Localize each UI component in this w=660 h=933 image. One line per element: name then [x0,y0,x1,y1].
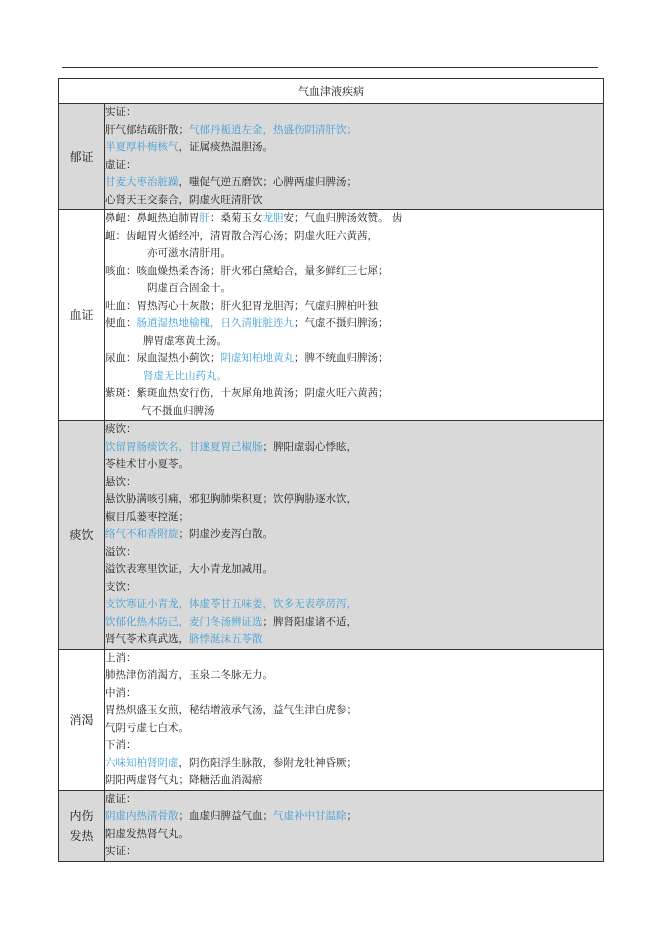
text-line: 衄：齿衄胃火循经冲，清胃散合泻心汤；阴虚火旺六黄茜， [105,229,378,242]
table-row [59,104,604,210]
text-line: 气阴亏虚七白术。 [105,721,189,734]
table-row [59,210,604,421]
category-content [105,649,604,790]
category-label: 内伤 发热 [59,790,105,861]
text-line: 肺热津伤消渴方，玉泉二冬脉无力。 [105,669,273,681]
text-line: 支饮： [105,580,137,593]
category-content [105,421,604,650]
text-line: 半夏厚朴梅核气，证属痰热温胆汤。 [105,141,273,153]
text-line: 下消： [105,739,137,751]
text-line: 阴阳两虚肾气丸；降糖活血消渴瘀 [105,774,263,786]
category-content [105,790,604,861]
text-line: 胃热炽盛玉女煎，秘结增液承气汤，益气生津白虎参； [105,704,357,716]
text-line: 阳虚发热肾气丸。 [105,827,189,840]
text-line: 咳血：咳血燥热柔杏汤；肝火邪白黛蛤合，量多鲜红三七犀； [105,264,389,277]
text-line: 吐血：胃热泻心十灰散；肝火犯胃龙胆泻；气虚归脾柏叶独 [105,299,378,312]
header-rule [62,67,598,68]
text-line: 尿血：尿血湿热小蓟饮；阴虚知柏地黄丸；脾不统血归脾汤； [105,352,389,364]
text-line: 络气不和香附旋；阴虚沙麦泻白散。 [105,528,273,540]
category-content [105,210,604,421]
text-line: 虚证： [105,158,137,171]
table-row [59,421,604,650]
text-line: 心肾天王交泰合，阴虚火旺清肝饮 [105,193,263,206]
text-line: 肾虚无比山药丸。 [143,369,227,382]
text-line: 甘麦大枣治脏躁，嗤促气逆五磨饮；心脾两虚归脾汤； [105,176,357,188]
text-line: 椒目瓜蒌枣控涎； [105,510,189,523]
category-label: 消渴 [59,649,105,790]
category-label: 痰饮 [59,421,105,650]
text-line: 中消： [105,686,137,699]
text-line: 气不摄血归脾汤 [141,404,215,417]
category-content [105,104,604,210]
text-line: 阴虚百合固金十。 [147,282,231,294]
text-line: 实证： [105,845,137,857]
text-line: 肾气苓术真武选，脐悸涎沫五苓散 [105,633,263,645]
text-line: 溢饮表寒里饮证，大小青龙加减用。 [105,563,273,575]
text-line: 上消： [105,651,137,664]
text-line: 悬饮： [105,475,137,488]
text-line: 脾胃虚寒黄土汤。 [143,334,227,347]
content-table [58,78,604,862]
text-line: 便血：肠道湿热地榆槐，日久清脏脏连九；气虚不摄归脾汤； [105,317,389,329]
text-line: 支饮寒证小青龙，体虚苓甘五味姜，饮多无表葶苈泻， [105,598,357,610]
text-line: 亦可滋水清肝用。 [147,247,231,259]
text-line: 实证： [105,106,137,118]
text-line: 紫斑：紫斑血热安行伤，十灰犀角地黄汤；阴虚火旺六黄茜； [105,387,389,399]
text-line: 虚证： [105,792,137,805]
text-line: 苓桂术甘小夏苓。 [105,458,189,470]
text-line: 饮留胃肠痰饮名，甘遂夏胃己椒肠；脾阳虚弱心悸眩， [105,440,357,453]
table-title: 气血津液疾病 [59,79,604,104]
text-line: 悬饮胁满咳引痛，邪犯胸肺柴积夏；饮停胸胁逐水饮， [105,493,357,505]
table-row [59,649,604,790]
category-label: 郁证 [59,104,105,210]
text-line: 饮郁化热木防己，麦门冬汤辨证选；脾肾阳虚诸不适， [105,615,357,628]
text-line: 溢饮： [105,545,137,558]
text-line: 痰饮： [105,423,137,435]
text-line: 鼻衄：鼻衄热迫肺胃肝：桑菊玉女龙胆安；气血归脾汤效赞。 齿 [105,212,403,224]
text-line: 肝气郁结疏肝散；气郁丹栀逍左金，热盛伤阴清肝饮； [105,123,357,136]
text-line: 阴虚内热清骨散；血虚归脾益气血；气虚补中甘温除； [105,810,357,822]
text-line: 六味知柏肾阴虚，阴伤阳浮生脉散，参附龙牡神昏厥； [105,756,357,769]
category-label: 血证 [59,210,105,421]
table-row [59,790,604,861]
